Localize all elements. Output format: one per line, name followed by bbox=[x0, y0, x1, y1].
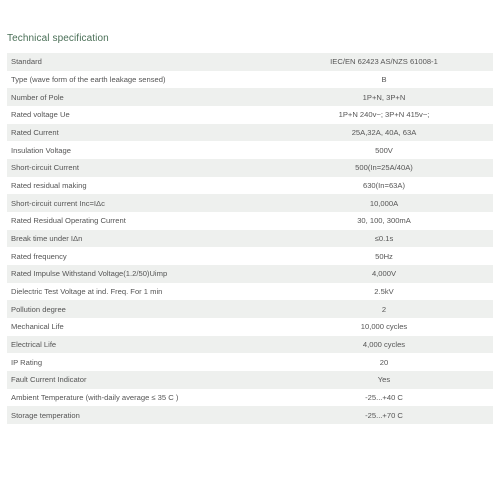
table-row bbox=[7, 300, 493, 318]
spec-label: Electrical Life bbox=[7, 336, 289, 354]
spec-value: 500(In=25A/40A) bbox=[289, 159, 493, 177]
page-title: Technical specification bbox=[7, 33, 109, 44]
table-row bbox=[7, 230, 493, 248]
spec-value: 10,000 cycles bbox=[289, 318, 493, 336]
table-row bbox=[7, 389, 493, 407]
table-row bbox=[7, 141, 493, 159]
spec-label: Break time under IΔn bbox=[7, 230, 289, 248]
spec-label: Rated frequency bbox=[7, 247, 289, 265]
spec-value: 30, 100, 300mA bbox=[289, 212, 493, 230]
spec-label: Pollution degree bbox=[7, 300, 289, 318]
spec-label: Rated Residual Operating Current bbox=[7, 212, 289, 230]
spec-value: 630(In=63A) bbox=[289, 177, 493, 195]
table-row bbox=[7, 71, 493, 89]
spec-value: Yes bbox=[289, 371, 493, 389]
spec-value: 50Hz bbox=[289, 247, 493, 265]
spec-label: Rated Impulse Withstand Voltage(1.2/50)Uimp bbox=[7, 265, 289, 283]
spec-value: 10,000A bbox=[289, 194, 493, 212]
spec-value: -25...+70 C bbox=[289, 406, 493, 424]
spec-value: 500V bbox=[289, 141, 493, 159]
spec-value: 1P+N, 3P+N bbox=[289, 88, 493, 106]
spec-label: Rated Current bbox=[7, 124, 289, 142]
table-row bbox=[7, 88, 493, 106]
spec-value: 25A,32A, 40A, 63A bbox=[289, 124, 493, 142]
spec-value: ≤0.1s bbox=[289, 230, 493, 248]
spec-label: Insulation Voltage bbox=[7, 141, 289, 159]
table-row bbox=[7, 353, 493, 371]
spec-label: Rated residual making bbox=[7, 177, 289, 195]
table-row bbox=[7, 406, 493, 424]
spec-table bbox=[7, 53, 493, 424]
spec-label: IP Rating bbox=[7, 353, 289, 371]
spec-value: 2.5kV bbox=[289, 283, 493, 301]
spec-label: Number of Pole bbox=[7, 88, 289, 106]
spec-value: -25...+40 C bbox=[289, 389, 493, 407]
spec-label: Short-circuit current Inc=IΔc bbox=[7, 194, 289, 212]
spec-value: IEC/EN 62423 AS/NZS 61008-1 bbox=[289, 53, 493, 71]
table-row bbox=[7, 283, 493, 301]
spec-label: Short-circuit Current bbox=[7, 159, 289, 177]
spec-label: Dielectric Test Voltage at ind. Freq. For 1 min bbox=[7, 283, 289, 301]
spec-label: Standard bbox=[7, 53, 289, 71]
spec-label: Storage temperation bbox=[7, 406, 289, 424]
table-row bbox=[7, 371, 493, 389]
table-row bbox=[7, 247, 493, 265]
table-row bbox=[7, 159, 493, 177]
spec-label: Ambient Temperature (with-daily average ≤ 35 C ) bbox=[7, 389, 289, 407]
table-row bbox=[7, 194, 493, 212]
spec-value: 1P+N 240v~; 3P+N 415v~; bbox=[289, 106, 493, 124]
spec-label: Mechanical Life bbox=[7, 318, 289, 336]
spec-value: B bbox=[289, 71, 493, 89]
spec-label: Type (wave form of the earth leakage sensed) bbox=[7, 71, 289, 89]
table-row bbox=[7, 336, 493, 354]
spec-label: Rated voltage Ue bbox=[7, 106, 289, 124]
table-row bbox=[7, 177, 493, 195]
table-row bbox=[7, 318, 493, 336]
spec-value: 4,000 cycles bbox=[289, 336, 493, 354]
table-row bbox=[7, 124, 493, 142]
table-row bbox=[7, 265, 493, 283]
spec-value: 2 bbox=[289, 300, 493, 318]
spec-value: 20 bbox=[289, 353, 493, 371]
spec-table-body bbox=[7, 53, 493, 424]
table-row bbox=[7, 106, 493, 124]
spec-value: 4,000V bbox=[289, 265, 493, 283]
table-row bbox=[7, 212, 493, 230]
spec-label: Fault Current Indicator bbox=[7, 371, 289, 389]
table-row bbox=[7, 53, 493, 71]
